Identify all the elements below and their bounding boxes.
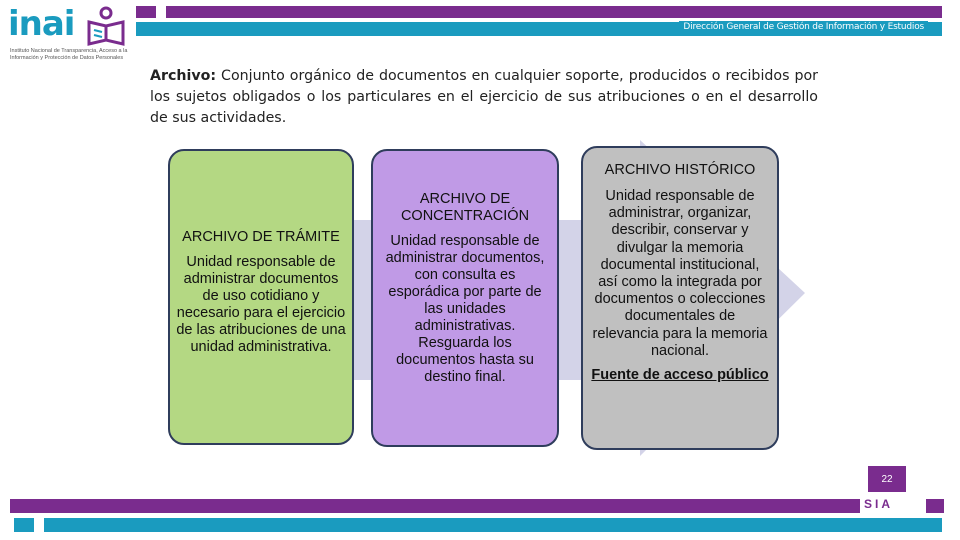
historico-title: ARCHIVO HISTÓRICO	[604, 162, 756, 178]
archivo-historico-box	[581, 146, 779, 450]
inai-logo	[8, 4, 130, 64]
footer-square-right	[926, 499, 944, 513]
footer-line	[44, 518, 942, 532]
header-bar	[166, 6, 942, 18]
archivo-concentracion-box	[371, 149, 559, 447]
concentracion-title: ARCHIVO DE CONCENTRACIÓN	[400, 191, 530, 224]
header-square	[136, 6, 156, 18]
fuente-acceso-publico-link[interactable]: Fuente de acceso público	[591, 367, 769, 384]
archivo-definition	[150, 66, 818, 129]
department-title: Dirección General de Gestión de Información y Estudios	[679, 21, 928, 33]
logo-wordmark: inai	[8, 4, 75, 44]
historico-description: Unidad responsable de administrar, organizar, describir, conservar y divulgar la memoria documental institucional, así como la integrada por documentos o colecciones documentales de relevancia para la memoria nacional.	[592, 188, 768, 359]
footer-bar	[10, 499, 860, 513]
tramite-title: ARCHIVO DE TRÁMITE	[182, 228, 340, 245]
definition-text: Conjunto orgánico de documentos en cualquier soporte, producidos o recibidos por los sujetos obligados o los particulares en el ejercicio de sus atribuciones o en el desarrollo de sus actividades.	[150, 68, 818, 126]
definition-term: Archivo:	[150, 68, 217, 84]
logo-subtitle: Instituto Nacional de Transparencia, Acceso a la Información y Protección de Datos Personales	[10, 48, 128, 61]
archivo-tramite-box	[168, 149, 354, 445]
book-person-icon	[86, 6, 126, 46]
sia-brand: SIA	[864, 497, 894, 511]
concentracion-description: Unidad responsable de administrar documentos, con consulta es esporádica por parte de las unidades administrativas. Resguarda los documentos hasta su destino final.	[385, 233, 545, 385]
tramite-description: Unidad responsable de administrar documentos de uso cotidiano y necesario para el ejercicio de las atribuciones de una unidad administrativa.	[176, 253, 346, 355]
page-number: 22	[868, 466, 906, 492]
footer-square-left	[14, 518, 34, 532]
